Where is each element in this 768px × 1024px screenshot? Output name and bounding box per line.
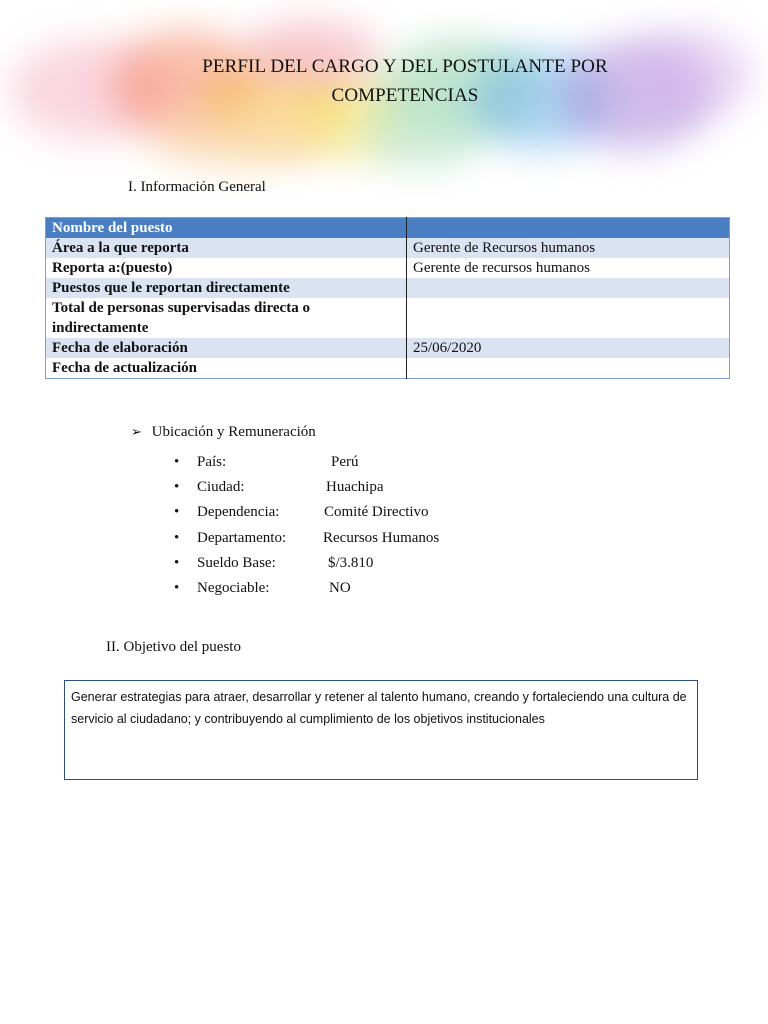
row-value bbox=[407, 218, 730, 239]
row-value bbox=[407, 298, 730, 338]
title-line-2: COMPETENCIAS bbox=[331, 85, 479, 106]
item-label: Departamento: bbox=[197, 529, 287, 546]
table-row bbox=[46, 258, 730, 278]
bullet-icon: • bbox=[174, 479, 180, 496]
ubicacion-heading bbox=[131, 424, 316, 441]
row-label: Reporta a:(puesto) bbox=[46, 258, 407, 278]
document-title bbox=[120, 52, 690, 110]
item-value: Recursos Humanos bbox=[323, 529, 440, 546]
section-2-heading: II. Objetivo del puesto bbox=[106, 639, 241, 655]
row-label: Puestos que le reportan directamente bbox=[46, 278, 407, 298]
row-value: Gerente de Recursos humanos bbox=[407, 238, 730, 258]
row-label: Nombre del puesto bbox=[46, 218, 407, 239]
bullet-icon: • bbox=[174, 529, 180, 546]
item-label: Ciudad: bbox=[197, 479, 245, 496]
item-label: Negociable: bbox=[197, 579, 270, 596]
row-value: Gerente de recursos humanos bbox=[407, 258, 730, 278]
arrow-bullet-icon: ➢ bbox=[131, 425, 142, 440]
table-row bbox=[46, 298, 730, 338]
general-info-table bbox=[45, 217, 730, 379]
bullet-icon: • bbox=[174, 454, 180, 470]
table-row bbox=[46, 238, 730, 258]
table-row bbox=[46, 218, 730, 239]
bullet-icon: • bbox=[174, 504, 180, 521]
item-label: Sueldo Base: bbox=[197, 554, 276, 571]
item-value: Perú bbox=[331, 454, 359, 470]
table-row bbox=[46, 278, 730, 298]
row-value bbox=[407, 278, 730, 298]
item-value: $/3.810 bbox=[328, 554, 374, 571]
row-value: 25/06/2020 bbox=[407, 338, 730, 358]
bullet-icon: • bbox=[174, 579, 180, 596]
table-row bbox=[46, 338, 730, 358]
item-value: NO bbox=[329, 579, 351, 596]
row-label: Fecha de elaboración bbox=[46, 338, 407, 358]
item-value: Huachipa bbox=[326, 479, 384, 496]
section-1-heading: I. Información General bbox=[128, 181, 266, 195]
ubicacion-title: Ubicación y Remuneración bbox=[151, 424, 316, 440]
item-label: Dependencia: bbox=[197, 504, 280, 521]
row-label: Área a la que reporta bbox=[46, 238, 407, 258]
title-line-1: PERFIL DEL CARGO Y DEL POSTULANTE POR bbox=[202, 56, 608, 77]
row-label: Total de personas supervisadas directa o indirectamente bbox=[46, 298, 407, 338]
row-label: Fecha de actualización bbox=[46, 358, 407, 379]
bullet-icon: • bbox=[174, 554, 180, 571]
item-label: País: bbox=[197, 454, 227, 470]
objective-text-box: Generar estrategias para atraer, desarrollar y retener al talento humano, creando y fortaleciendo una cultura de servicio al ciudadano; y contribuyendo al cumplimiento de los objetivos institucionales bbox=[64, 680, 698, 780]
row-value bbox=[407, 358, 730, 379]
table-row bbox=[46, 358, 730, 379]
item-value: Comité Directivo bbox=[324, 504, 429, 521]
